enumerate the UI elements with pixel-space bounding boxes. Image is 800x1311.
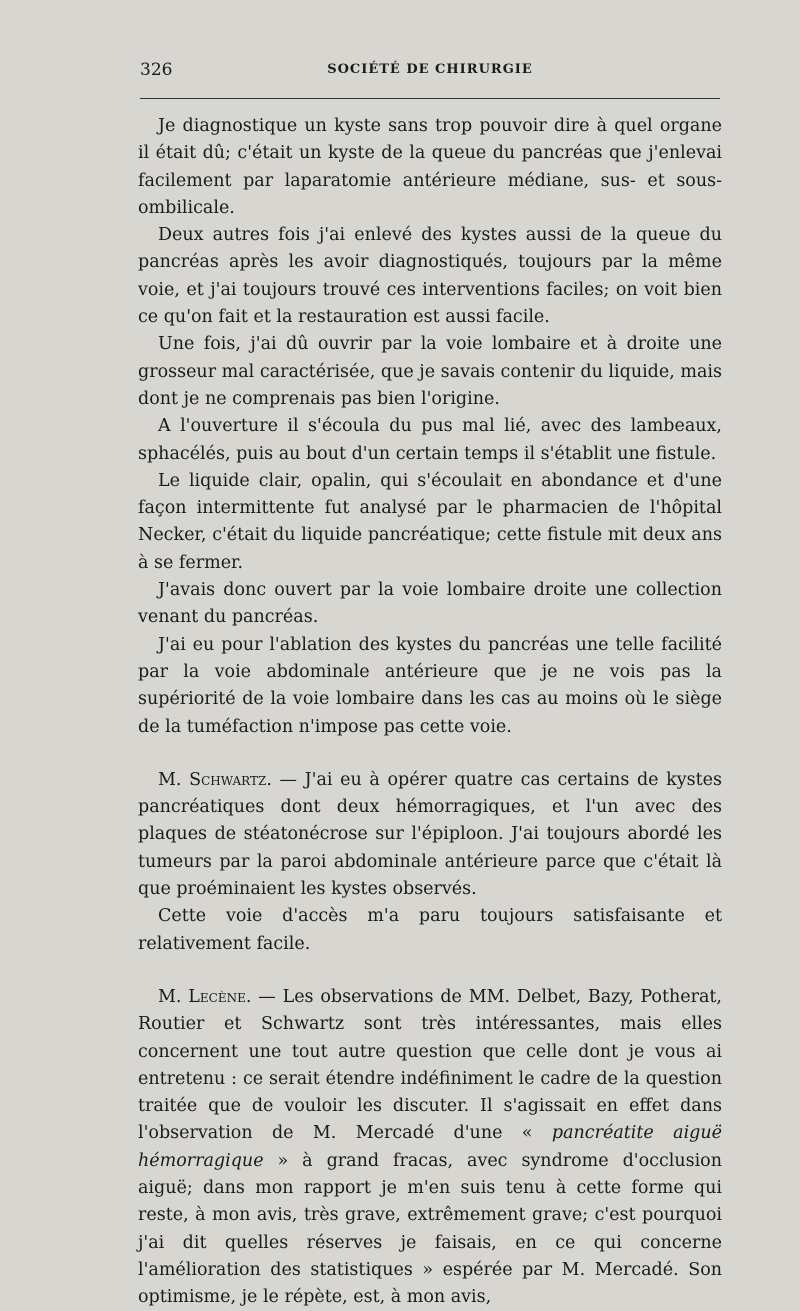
section-gap [138,958,722,984]
paragraph: Je diagnostique un kyste sans trop pouvoir dire à quel organe il était dû; c'était un kyste de la queue du pancréas que j'enlevai facilement par laparatomie antérieure médiane, sus- et sous-ombilicale. [138,116,722,218]
section-gap [138,741,722,767]
running-head [140,60,720,84]
paragraph: Deux autres fois j'ai enlevé des kystes aussi de la queue du pancréas après les avoir diagnostiqués, toujours par la même voie, et j'ai toujours trouvé ces interventions faciles; on voit bien ce qu'on fait et la restauration est aussi facile. [138,225,722,328]
italic-term: pancréatite aiguë hémorragique [138,1123,722,1171]
speech-text: — J'ai eu à opérer quatre cas certains de kystes pancréatiques dont deux hémorragiques, et l'un avec des plaques de stéatonécrose sur l'épiploon. J'ai toujours abordé les tumeurs par la paroi abdominale antérieure parce que c'était là que proéminaient les kystes observés. [138,769,722,900]
paragraph: A l'ouverture il s'écoula du pus mal lié, avec des lambeaux, sphacélés, puis au bout d'un certain temps il s'établit une fistule. [138,416,722,464]
speech-text: » à grand fracas, avec syndrome d'occlusion aiguë; dans mon rapport je m'en suis tenu à cette forme qui reste, à mon avis, très grave, extrêmement grave; c'est pourquoi j'ai dit quelles réserves je faisais, en ce qui concerne l'amélioration des statistiques » espérée par M. Mercadé. Son optimisme, je le répète, est, à mon avis, [138,1150,722,1308]
header-rule [140,98,720,99]
speaker-name: M. Schwartz. [158,769,272,790]
page-number: 326 [140,60,173,80]
paragraph: J'avais donc ouvert par la voie lombaire droite une collection venant du pancréas. [138,580,722,628]
paragraph: Une fois, j'ai dû ouvrir par la voie lombaire et à droite une grosseur mal caractérisée, que je savais contenir du liquide, mais dont je ne comprenais pas bien l'origine. [138,334,722,409]
speech-text: — Les observations de MM. Delbet, Bazy, Potherat, Routier et Schwartz sont très intéressantes, mais elles concernent une tout autre question que celle dont je vous ai entretenu : ce serait étendre indéfiniment le cadre de la question traitée que de vouloir les discuter. Il s'agissait en effet dans l'observation de M. Mercadé d'une « [138,986,722,1144]
paragraph: J'ai eu pour l'ablation des kystes du pancréas une telle facilité par la voie abdominale antérieure que je ne vois pas la supériorité de la voie lombaire dans les cas au moins où le siège de la tuméfaction n'impose pas cette voie. [138,634,722,737]
lecene-paragraph [138,984,722,1311]
journal-title: SOCIÉTÉ DE CHIRURGIE [327,62,533,77]
paragraph: Le liquide clair, opalin, qui s'écoulait en abondance et d'une façon intermittente fut analysé par le pharmacien de l'hôpital Necker, c'était du liquide pancréatique; cette fistule mit deux ans à se fermer. [138,470,722,573]
paragraph: Cette voie d'accès m'a paru toujours satisfaisante et relativement facile. [138,906,722,954]
body-text [138,113,722,1311]
speaker-name: M. Lecène. [158,986,252,1007]
schwartz-paragraph [138,767,722,903]
